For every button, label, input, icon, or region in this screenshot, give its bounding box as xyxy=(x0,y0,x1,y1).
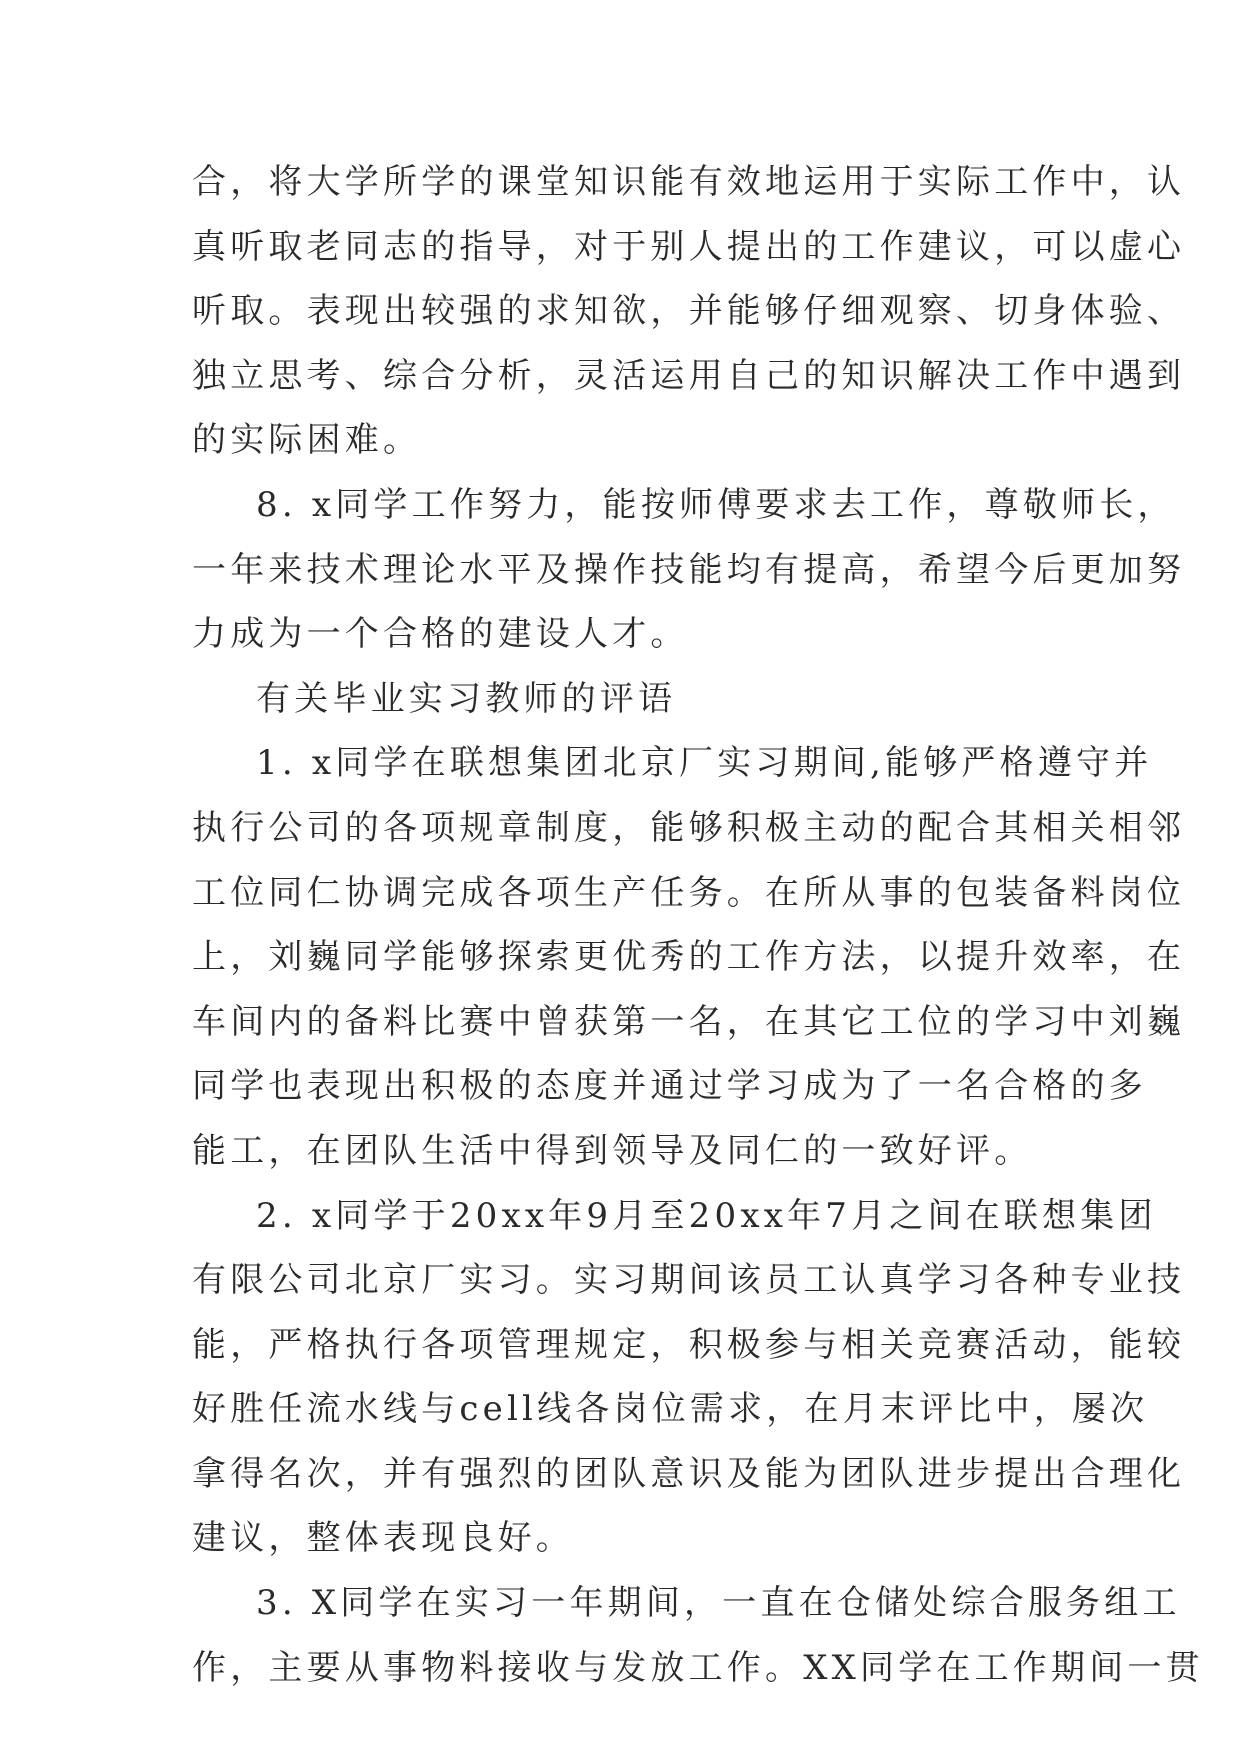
text-line: 好胜任流水线与cell线各岗位需求，在月末评比中，屡次 xyxy=(192,1389,1149,1430)
text-line: 同学也表现出积极的态度并通过学习成为了一名合格的多 xyxy=(192,1066,1147,1107)
text-line: 8. x同学工作努力，能按师傅要求去工作，尊敬师长， xyxy=(256,484,1176,525)
text-line: 3. X同学在实习一年期间，一直在仓储处综合服务组工 xyxy=(256,1583,1181,1624)
text-line: 执行公司的各项规章制度，能够积极主动的配合其相关相邻 xyxy=(192,807,1186,848)
text-line: 1. x同学在联想集团北京厂实习期间,能够严格遵守并 xyxy=(256,743,1153,784)
text-line: 车间内的备料比赛中曾获第一名，在其它工位的学习中刘巍 xyxy=(192,1001,1186,1042)
text-line: 建议，整体表现良好。 xyxy=(192,1518,574,1559)
text-line: 有限公司北京厂实习。实习期间该员工认真学习各种专业技 xyxy=(192,1260,1186,1301)
text-line: 独立思考、综合分析，灵活运用自己的知识解决工作中遇到 xyxy=(192,355,1186,396)
text-line: 的实际困难。 xyxy=(192,420,422,461)
text-line: 工位同仁协调完成各项生产任务。在所从事的包装备料岗位 xyxy=(192,872,1186,913)
document-body xyxy=(192,150,1204,1700)
text-line: 真听取老同志的指导，对于别人提出的工作建议，可以虚心 xyxy=(192,226,1186,267)
text-line: 有关毕业实习教师的评语 xyxy=(256,678,677,719)
text-line: 能工，在团队生活中得到领导及同仁的一致好评。 xyxy=(192,1130,1033,1171)
text-line: 2. x同学于20xx年9月至20xx年7月之间在联想集团 xyxy=(256,1195,1157,1236)
text-line: 作，主要从事物料接收与发放工作。XX同学在工作期间一贯 xyxy=(192,1647,1204,1688)
text-line: 上，刘巍同学能够探索更优秀的工作方法，以提升效率，在 xyxy=(192,937,1186,978)
text-line: 一年来技术理论水平及操作技能均有提高，希望今后更加努 xyxy=(192,549,1186,590)
text-line: 能，严格执行各项管理规定，积极参与相关竞赛活动，能较 xyxy=(192,1324,1186,1365)
text-line: 力成为一个合格的建设人才。 xyxy=(192,614,689,655)
text-line: 听取。表现出较强的求知欲，并能够仔细观察、切身体验、 xyxy=(192,291,1186,332)
text-line: 拿得名次，并有强烈的团队意识及能为团队进步提出合理化 xyxy=(192,1453,1186,1494)
text-line: 合，将大学所学的课堂知识能有效地运用于实际工作中，认 xyxy=(192,162,1186,202)
